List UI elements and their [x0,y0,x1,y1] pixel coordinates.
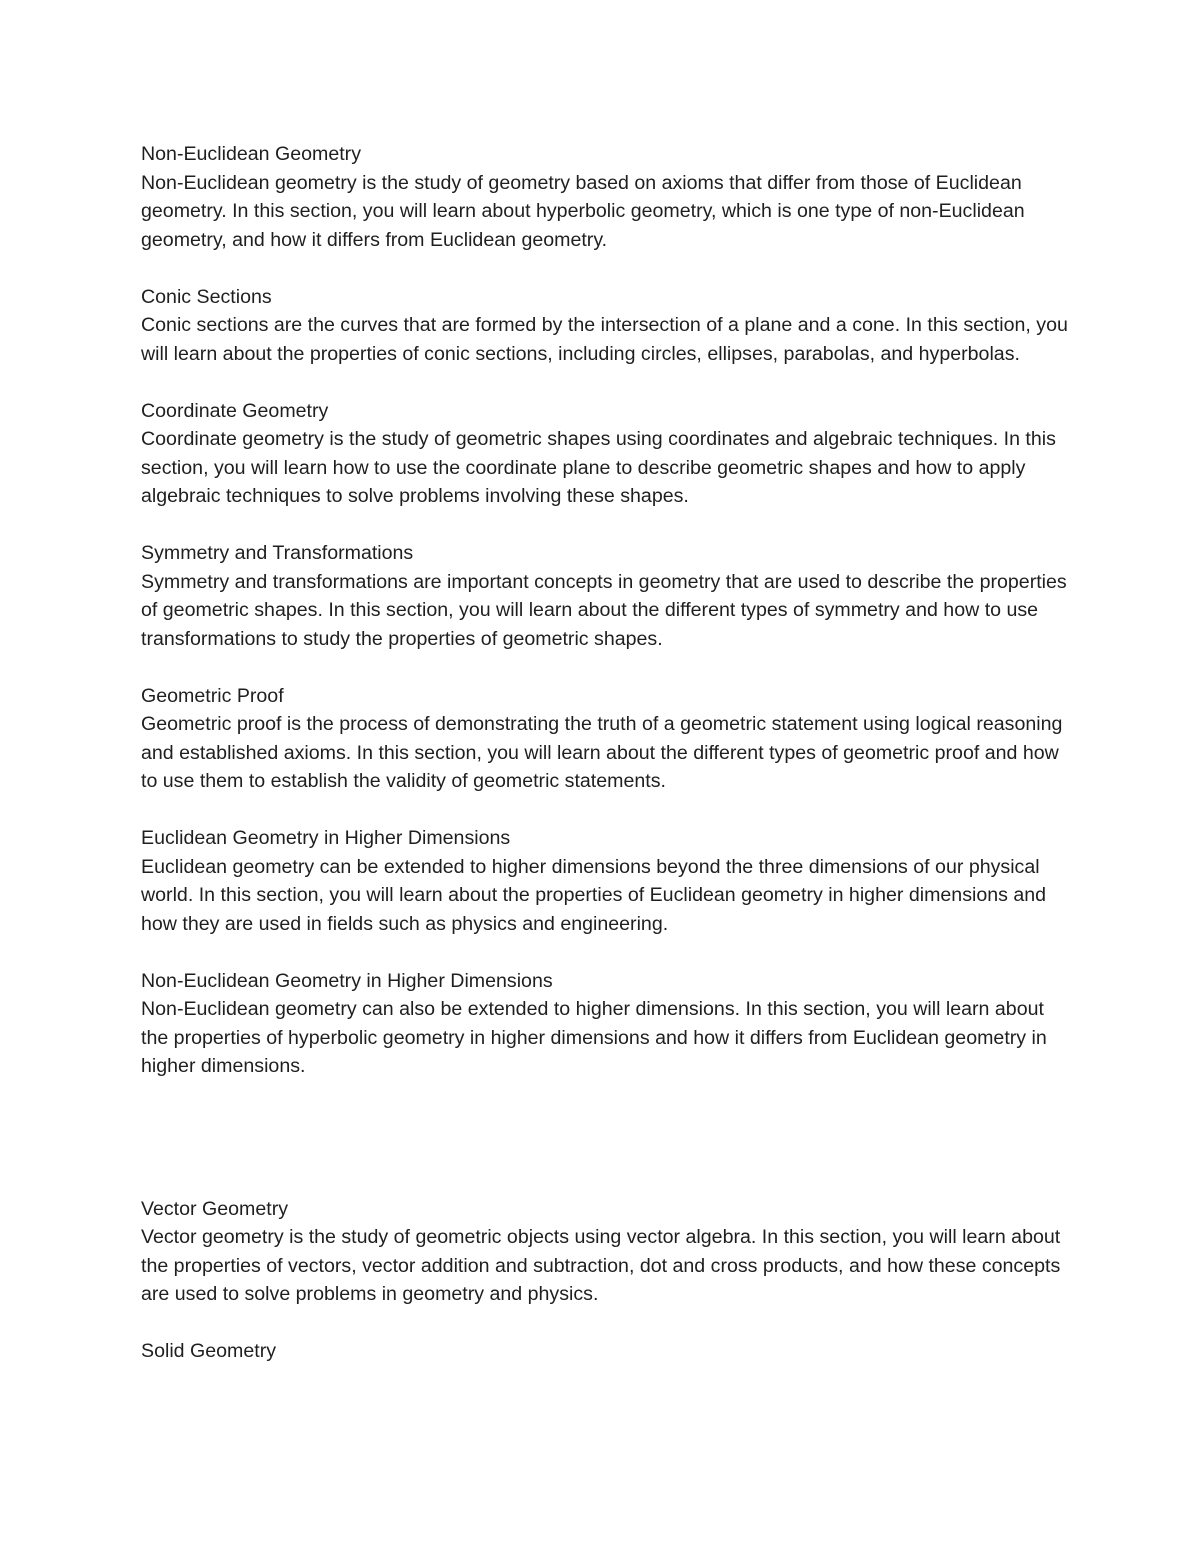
section-title: Euclidean Geometry in Higher Dimensions [141,827,511,849]
section-title: Geometric Proof [141,684,284,707]
section-solid-geometry [141,1337,1071,1366]
blank-space [141,1109,1071,1195]
section-symmetry-and-transformations [141,539,1071,653]
section-non-euclidean-geometry [141,140,1071,254]
section-non-euclidean-higher-dimensions [141,967,1071,1081]
section-title: Non-Euclidean Geometry in Higher Dimensions [141,969,553,992]
section-euclidean-higher-dimensions [141,824,1071,938]
section-title: Non-Euclidean Geometry [141,143,361,165]
section-body: Conic sections are the curves that are formed by the intersection of a plane and a cone. In this section, you will learn about the properties of conic sections, including circles, ellipses, parabolas, and hyperbolas. [141,314,1068,365]
section-coordinate-geometry [141,397,1071,511]
section-title: Vector Geometry [141,1197,289,1220]
section-body: Euclidean geometry can be extended to higher dimensions beyond the three dimensions of our physical world. In this section, you will learn about the properties of Euclidean geometry in higher dimensions and how they are used in fields such as physics and engineering. [141,855,1047,935]
section-body: Coordinate geometry is the study of geometric shapes using coordinates and algebraic techniques. In this section, you will learn how to use the coordinate plane to describe geometric shapes and how to apply algebraic techniques to solve problems involving these shapes. [141,428,1056,507]
section-title: Solid Geometry [141,1340,277,1362]
section-geometric-proof [141,682,1071,796]
section-title: Symmetry and Transformations [141,542,414,564]
section-title: Conic Sections [141,285,272,308]
section-body: Geometric proof is the process of demonstrating the truth of a geometric statement using logical reasoning and established axioms. In this section, you will learn about the different types of geometric proof and how to use them to establish the validity of geometric statements. [141,713,1063,792]
document-content [141,140,1071,1394]
section-body: Non-Euclidean geometry can also be extended to higher dimensions. In this section, you will learn about the properties of hyperbolic geometry in higher dimensions and how it differs from Euclidean geometry in higher dimensions. [141,998,1047,1077]
section-title: Coordinate Geometry [141,399,329,422]
section-conic-sections [141,283,1071,369]
section-vector-geometry [141,1195,1071,1309]
section-body: Vector geometry is the study of geometric objects using vector algebra. In this section, you will learn about the properties of vectors, vector addition and subtraction, dot and cross products, and how these concepts are used to solve problems in geometry and physics. [141,1226,1061,1305]
section-body: Non-Euclidean geometry is the study of geometry based on axioms that differ from those of Euclidean geometry. In this section, you will learn about hyperbolic geometry, which is one type of non-Euclidean geometry, and how it differs from Euclidean geometry. [141,171,1025,251]
section-body: Symmetry and transformations are important concepts in geometry that are used to describe the properties of geometric shapes. In this section, you will learn about the different types of symmetry and how to use transformations to study the properties of geometric shapes. [141,570,1067,650]
